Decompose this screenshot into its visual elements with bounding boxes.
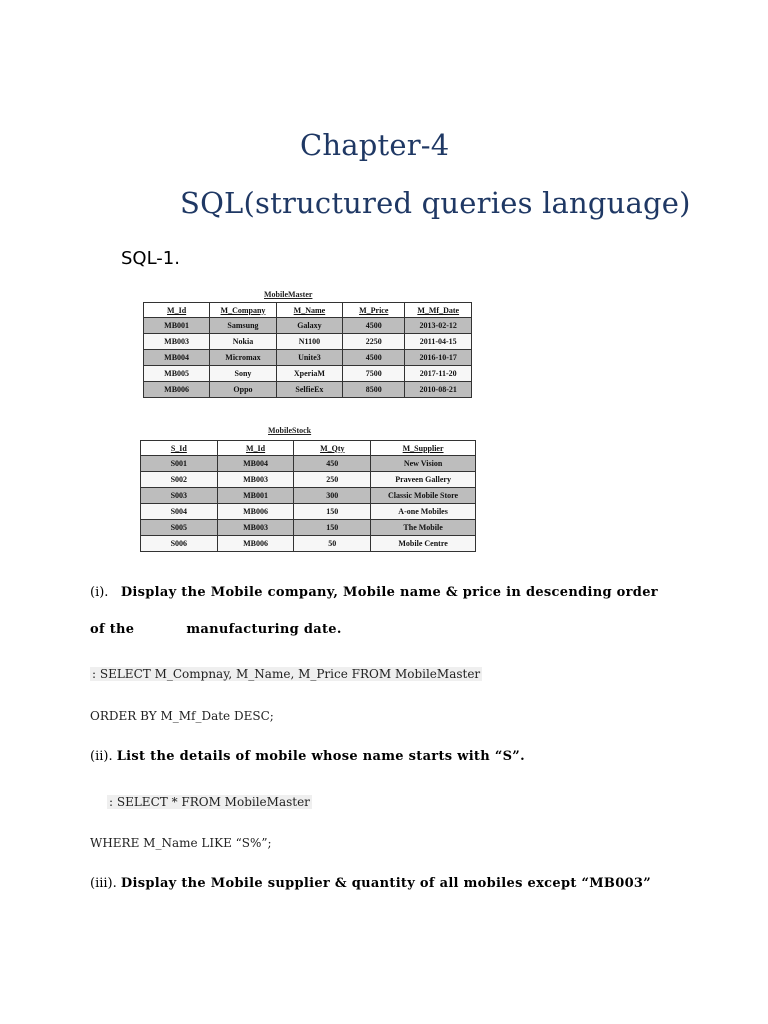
table-cell: MB006 <box>217 536 294 552</box>
question-2 <box>90 749 525 764</box>
question-1 <box>90 585 658 600</box>
table-cell: New Vision <box>371 456 476 472</box>
table-cell: Sony <box>210 366 277 382</box>
mobile-stock-table <box>140 440 476 552</box>
table-cell: 7500 <box>343 366 405 382</box>
question-number: (i). <box>90 585 109 600</box>
table-row <box>144 382 472 398</box>
question-1-continued <box>90 622 342 637</box>
table-row <box>141 488 476 504</box>
table-cell: Galaxy <box>276 318 342 334</box>
table-cell: 2017-11-20 <box>405 366 472 382</box>
table-cell: S002 <box>141 472 218 488</box>
table-row <box>144 366 472 382</box>
table-row <box>144 334 472 350</box>
question-number: (ii). <box>90 749 113 764</box>
chapter-title: Chapter-4 <box>300 128 450 162</box>
table-cell: MB003 <box>217 520 294 536</box>
table-cell: 250 <box>294 472 371 488</box>
table-cell: MB006 <box>217 504 294 520</box>
table-cell: MB001 <box>217 488 294 504</box>
table-row <box>141 520 476 536</box>
mobile-master-table <box>143 302 472 398</box>
answer-2-sql-line-2: WHERE M_Name LIKE “S%”; <box>90 836 272 850</box>
table-cell: Mobile Centre <box>371 536 476 552</box>
table-cell: S003 <box>141 488 218 504</box>
table-cell: 2011-04-15 <box>405 334 472 350</box>
table-cell: Unite3 <box>276 350 342 366</box>
table-cell: Classic Mobile Store <box>371 488 476 504</box>
answer-1-sql-line-1: : SELECT M_Compnay, M_Name, M_Price FROM MobileMaster <box>92 667 481 681</box>
table-cell: 50 <box>294 536 371 552</box>
table-header-row <box>144 303 472 318</box>
column-header: M_Name <box>276 303 342 318</box>
table-cell: 2010-08-21 <box>405 382 472 398</box>
table-cell: 4500 <box>343 350 405 366</box>
table-cell: MB001 <box>144 318 210 334</box>
column-header: M_Mf_Date <box>405 303 472 318</box>
table-cell: N1100 <box>276 334 342 350</box>
mobile-master-caption: MobileMaster <box>264 290 313 299</box>
question-3 <box>90 876 651 891</box>
table-cell: Nokia <box>210 334 277 350</box>
table-cell: MB003 <box>144 334 210 350</box>
table-cell: S006 <box>141 536 218 552</box>
table-cell: 150 <box>294 520 371 536</box>
table-cell: SelfieEx <box>276 382 342 398</box>
table-cell: Oppo <box>210 382 277 398</box>
question-text: Display the Mobile company, Mobile name & price in descending order <box>120 585 658 600</box>
column-header: M_Qty <box>294 441 371 456</box>
table-cell: 450 <box>294 456 371 472</box>
table-cell: S001 <box>141 456 218 472</box>
mobile-stock-caption: MobileStock <box>268 426 312 435</box>
table-row <box>141 536 476 552</box>
table-row <box>144 350 472 366</box>
column-header: M_Id <box>217 441 294 456</box>
table-cell: The Mobile <box>371 520 476 536</box>
table-row <box>141 504 476 520</box>
column-header: M_Price <box>343 303 405 318</box>
answer-1-sql-line-2: ORDER BY M_Mf_Date DESC; <box>90 709 274 723</box>
table-cell: 4500 <box>343 318 405 334</box>
table-cell: S004 <box>141 504 218 520</box>
section-heading: SQL-1. <box>121 248 180 269</box>
question-text: Display the Mobile supplier & quantity of all mobiles except “MB003” <box>120 876 652 891</box>
table-cell: 2016-10-17 <box>405 350 472 366</box>
table-cell: XperiaM <box>276 366 342 382</box>
table-cell: MB004 <box>217 456 294 472</box>
question-text: List the details of mobile whose name starts with “S”. <box>116 749 525 764</box>
table-cell: MB004 <box>144 350 210 366</box>
table-row <box>141 456 476 472</box>
table-cell: S005 <box>141 520 218 536</box>
table-cell: Samsung <box>210 318 277 334</box>
column-header: M_Company <box>210 303 277 318</box>
column-header: M_Id <box>144 303 210 318</box>
table-cell: 8500 <box>343 382 405 398</box>
table-cell: 150 <box>294 504 371 520</box>
column-header: S_Id <box>141 441 218 456</box>
chapter-subtitle: SQL(structured queries language) <box>180 186 691 220</box>
table-header-row <box>141 441 476 456</box>
table-cell: 300 <box>294 488 371 504</box>
table-row <box>144 318 472 334</box>
table-cell: Praveen Gallery <box>371 472 476 488</box>
table-cell: MB005 <box>144 366 210 382</box>
table-cell: Micromax <box>210 350 277 366</box>
question-text-end: manufacturing date. <box>186 622 342 637</box>
table-cell: 2013-02-12 <box>405 318 472 334</box>
table-cell: A-one Mobiles <box>371 504 476 520</box>
table-row <box>141 472 476 488</box>
table-cell: 2250 <box>343 334 405 350</box>
question-text-start: of the <box>90 622 135 637</box>
question-number: (iii). <box>90 876 117 891</box>
answer-2-sql-line-1: : SELECT * FROM MobileMaster <box>109 795 310 809</box>
table-cell: MB003 <box>217 472 294 488</box>
column-header: M_Supplier <box>371 441 476 456</box>
table-cell: MB006 <box>144 382 210 398</box>
